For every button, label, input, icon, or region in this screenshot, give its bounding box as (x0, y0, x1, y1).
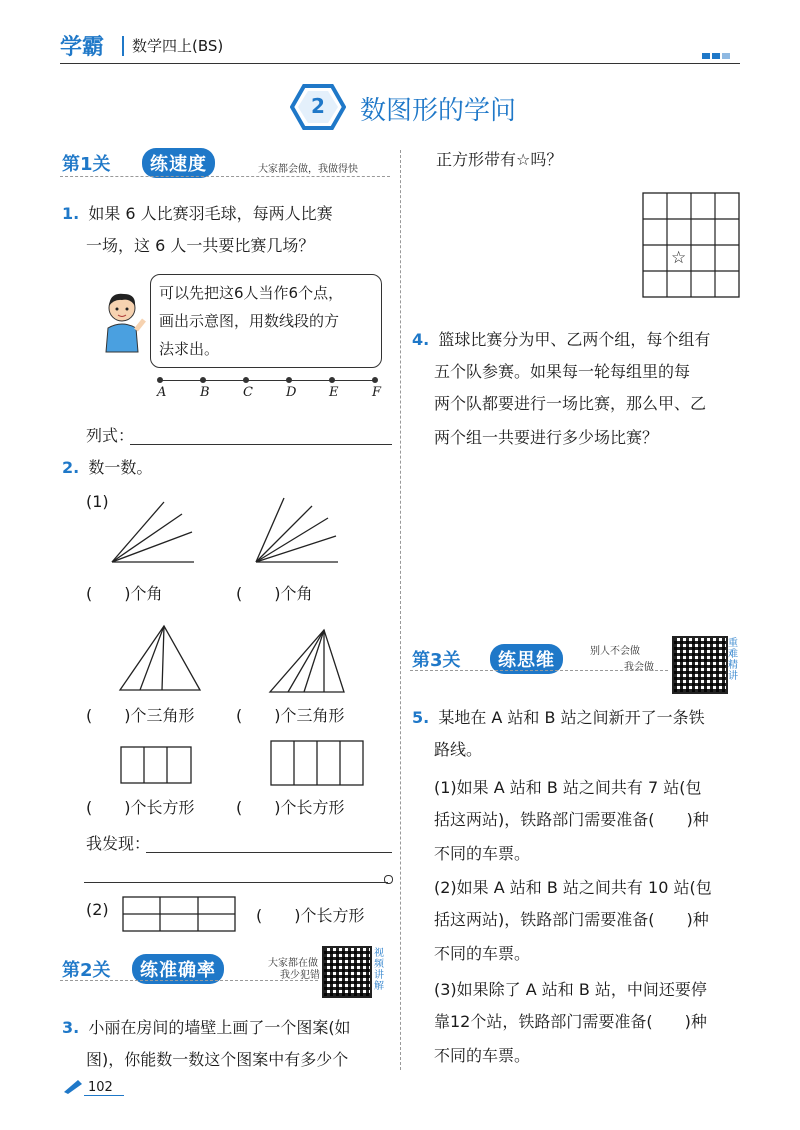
q3-line2: 图)，你能数一数这个图案中有多少个 (86, 1050, 349, 1069)
angle-figure-b (252, 496, 342, 570)
level3-qr-code[interactable] (672, 636, 728, 694)
points-row (157, 377, 390, 407)
level3-qr-label: 重难精讲 (728, 638, 738, 682)
point-c (243, 377, 249, 383)
q1-formula-label: 列式： (86, 426, 135, 445)
q3-line3: 正方形带有☆吗？ (436, 150, 563, 169)
hint-bubble (150, 274, 382, 368)
q3-number: 3. (62, 1018, 80, 1037)
level3-rule (410, 670, 668, 671)
q5-line2: 路线。 (434, 740, 483, 759)
chapter-number: 2 (311, 94, 325, 118)
q4-number: 4. (412, 330, 430, 349)
discover-line1[interactable] (146, 852, 392, 853)
pencil-icon (62, 1078, 84, 1094)
star-icon: ☆ (671, 248, 687, 268)
q3-line1-row (62, 1018, 351, 1038)
bubble-line2: 画出示意图，用数线段的方 (159, 312, 340, 330)
point-e (329, 377, 335, 383)
q5-p2b[interactable]: 括这两站)，铁路部门需要准备( )种 (434, 910, 709, 929)
level2-label: 第2关 (62, 960, 111, 981)
q4-line4: 两个组一共要进行多少场比赛？ (434, 428, 659, 447)
ans-angle-b[interactable]: ( )个角 (236, 584, 313, 603)
level1-note: 大家都会做，我做得快 (258, 164, 358, 175)
q5-line1-row (412, 708, 705, 728)
rectangle-figure-c (122, 896, 238, 936)
q4-line3: 两个队都要进行一场比赛，那么甲、乙 (434, 394, 707, 413)
ans-rect-b[interactable]: ( )个长方形 (236, 798, 345, 817)
level3-banner (410, 634, 740, 696)
ans-triangle-b[interactable]: ( )个三角形 (236, 706, 345, 725)
header-rule (60, 63, 740, 64)
point-label-f: F (372, 385, 382, 400)
level3-label: 第3关 (412, 650, 461, 671)
level1-rule (60, 176, 390, 177)
page-header (60, 30, 740, 64)
level3-note2: 我会做 (624, 662, 654, 673)
q5-p1a: (1)如果 A 站和 B 站之间共有 7 站(包 (434, 778, 702, 797)
boy-illustration (100, 290, 146, 356)
q5-p3c: 不同的车票。 (434, 1046, 531, 1065)
ans-rect-c[interactable]: ( )个长方形 (256, 906, 365, 925)
q2-title-row (62, 458, 152, 478)
level2-rule (60, 980, 318, 981)
q2-title: 数一数。 (88, 458, 153, 477)
column-divider (400, 150, 401, 1070)
q5-p3b[interactable]: 靠12个站，铁路部门需要准备( )种 (434, 1012, 707, 1031)
rectangle-figure-b (270, 740, 364, 788)
discover-end-dot (384, 875, 393, 884)
point-label-c: C (243, 385, 253, 400)
q1-formula-line[interactable] (130, 444, 392, 445)
point-b (200, 377, 206, 383)
q1-number: 1. (62, 204, 80, 223)
q1-line1: 如果 6 人比赛羽毛球，每两人比赛 (88, 204, 333, 223)
level2-note1: 大家都在做 (268, 958, 318, 969)
point-label-d: D (286, 385, 297, 400)
footer-rule (84, 1095, 124, 1096)
star-grid (642, 192, 742, 300)
ans-triangle-a[interactable]: ( )个三角形 (86, 706, 195, 725)
star-grid-lines (642, 192, 742, 300)
header-decor (702, 44, 730, 63)
point-d (286, 377, 292, 383)
level2-pill: 练准确率 (132, 954, 224, 984)
point-label-e: E (329, 385, 339, 400)
brand-text: 学霸 (60, 35, 105, 60)
q2-number: 2. (62, 458, 80, 477)
point-label-b: B (200, 385, 210, 400)
level2-qr-label: 视频讲解 (374, 948, 384, 992)
rectangle-figure-a (120, 746, 192, 786)
discover-label: 我发现： (86, 834, 151, 853)
level1-label: 第1关 (62, 154, 111, 175)
point-a (157, 377, 163, 383)
q2-part1-label: (1) (86, 492, 109, 511)
discover-line2[interactable] (84, 882, 388, 883)
q5-number: 5. (412, 708, 430, 727)
level3-pill: 练思维 (490, 644, 563, 674)
point-label-a: A (157, 385, 167, 400)
q5-p1b[interactable]: 括这两站)，铁路部门需要准备( )种 (434, 810, 709, 829)
angle-figure-a (108, 500, 198, 570)
level1-banner (60, 148, 390, 178)
book-title: 数学四上(BS) (132, 37, 224, 55)
q1-text (62, 204, 333, 224)
q5-p3a: (3)如果除了 A 站和 B 站，中间还要停 (434, 980, 707, 999)
triangle-figure-a (118, 624, 202, 694)
triangle-figure-b (268, 628, 348, 696)
chapter-title: 数图形的学问 (360, 96, 517, 126)
ans-rect-a[interactable]: ( )个长方形 (86, 798, 195, 817)
level2-qr-code[interactable] (322, 946, 372, 998)
level2-note2: 我少犯错 (280, 970, 320, 981)
level1-pill: 练速度 (142, 148, 215, 178)
q5-p1c: 不同的车票。 (434, 844, 531, 863)
q5-p2c: 不同的车票。 (434, 944, 531, 963)
q4-line1: 篮球比赛分为甲、乙两个组，每个组有 (438, 330, 711, 349)
page-number: 102 (88, 1080, 113, 1095)
level2-banner (60, 944, 390, 1004)
chapter-heading (290, 84, 530, 130)
q4-line1-row (412, 330, 710, 350)
bubble-line3: 法求出。 (159, 340, 220, 358)
q5-p2a: (2)如果 A 站和 B 站之间共有 10 站(包 (434, 878, 712, 897)
ans-angle-a[interactable]: ( )个角 (86, 584, 163, 603)
q1-line2: 一场，这 6 人一共要比赛几场？ (86, 236, 315, 255)
q2-part2-label: (2) (86, 900, 109, 919)
q5-line1: 某地在 A 站和 B 站之间新开了一条铁 (438, 708, 705, 727)
point-f (372, 377, 378, 383)
q3-line1: 小丽在房间的墙壁上画了一个图案(如 (88, 1018, 351, 1037)
q4-line2: 五个队参赛。如果每一轮每组里的每 (434, 362, 691, 381)
bubble-line1: 可以先把这6人当作6个点， (159, 284, 344, 302)
brand-logo (60, 30, 104, 61)
level3-note1: 别人不会做 (590, 646, 640, 657)
header-divider (122, 36, 124, 56)
